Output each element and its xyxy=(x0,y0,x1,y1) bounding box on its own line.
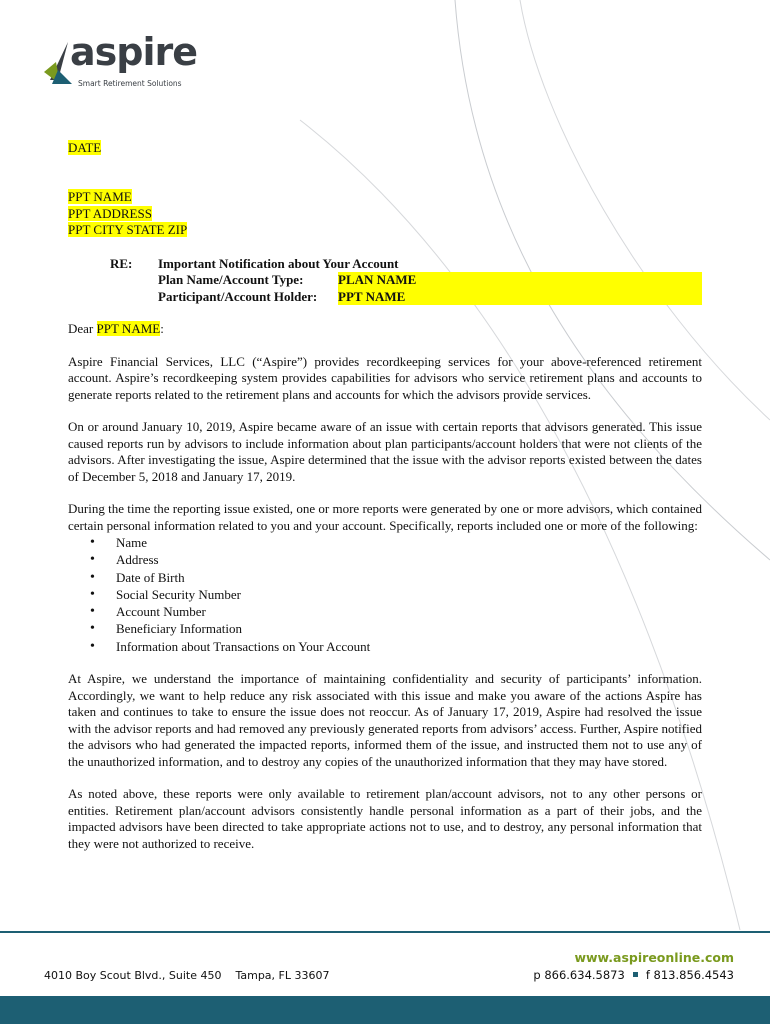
address-line-street: PPT ADDRESS xyxy=(68,205,152,221)
affected-info-list xyxy=(68,534,702,655)
address-line-city: PPT CITY STATE ZIP xyxy=(68,222,188,237)
aspire-logo xyxy=(44,30,204,92)
recipient-address xyxy=(68,189,702,239)
list-item: • Date of Birth xyxy=(116,569,702,586)
paragraph-intro: Aspire Financial Services, LLC (“Aspire”) provides recordkeeping services for your above-referenced retirement account. Aspire’s recordkeeping system provides capabilities for advisors who service retirement plans and accounts to generate reports related to the retirement plans and accounts for which the advisors provide services. xyxy=(68,353,702,402)
paragraph-scope: As noted above, these reports were only available to retirement plan/account advisors, not to any other persons or entities. Retirement plan/account advisors consistently handle personal information as a part of their jobs, and the impacted advisors have been directed to take appropriate actions not to use, and to destroy, any personal information that they were not authorized to receive. xyxy=(68,786,702,851)
salutation: Dear PPT NAME: xyxy=(68,321,164,336)
plan-label: Plan Name/Account Type: xyxy=(158,272,304,287)
footer-divider xyxy=(0,931,770,933)
plan-value: PLAN NAME xyxy=(338,272,702,289)
logo-wordmark: aspire xyxy=(70,30,197,74)
paragraph-actions: At Aspire, we understand the importance of maintaining confidentiality and security of participants’ information. Accordingly, we want to help reduce any risk associated with this issue and make you aware of the actions Aspire has taken and continues to take to ensure the issue does not reoccur. As of January 17, 2019, Aspire had resolved the issue with the advisor reports and had removed any previously generated reports from advisors’ access. Further, Aspire notified the advisors who had generated the impacted reports, informed them of the issue, and instructed them not to use any of the unauthorized information, and to destroy any copies of the unauthorized information that they may have stored. xyxy=(68,671,702,769)
footer-contact xyxy=(533,968,734,982)
letter-body xyxy=(68,140,702,852)
footer-website[interactable]: www.aspireonline.com xyxy=(574,950,734,965)
list-item: • Account Number xyxy=(116,603,702,620)
footer-bar xyxy=(0,996,770,1024)
holder-label: Participant/Account Holder: xyxy=(158,288,318,304)
re-block xyxy=(110,256,702,306)
footer-address: 4010 Boy Scout Blvd., Suite 450 Tampa, FL 33607 xyxy=(44,969,330,982)
logo-tagline: Smart Retirement Solutions xyxy=(78,79,182,88)
square-bullet-icon xyxy=(633,972,638,977)
paragraph-details: During the time the reporting issue existed, one or more reports were generated by one or more advisors, which contained certain personal information related to you and your account. Specifically, reports included one or more of the following: xyxy=(68,501,702,533)
salutation-name: PPT NAME xyxy=(96,321,161,336)
list-item: • Name xyxy=(116,534,702,551)
list-item: • Information about Transactions on Your Account xyxy=(116,638,702,655)
date-field: DATE xyxy=(68,140,102,155)
holder-value: PPT NAME xyxy=(338,289,702,306)
footer-phone: p 866.634.5873 xyxy=(533,968,625,982)
re-subject: Important Notification about Your Account xyxy=(158,255,399,271)
list-item: • Beneficiary Information xyxy=(116,620,702,637)
address-line-name: PPT NAME xyxy=(68,189,132,204)
paragraph-issue: On or around January 10, 2019, Aspire became aware of an issue with certain reports that advisors generated. This issue caused reports run by advisors to include information about plan participants/account holders that were not clients of the advisors. After investigating the issue, Aspire determined that the issue with the advisor reports existed between the dates of December 5, 2018 and January 17, 2019. xyxy=(68,419,702,484)
re-label: RE: xyxy=(110,255,133,271)
footer-fax: f 813.856.4543 xyxy=(645,968,734,982)
list-item: • Address xyxy=(116,551,702,568)
list-item: • Social Security Number xyxy=(116,586,702,603)
